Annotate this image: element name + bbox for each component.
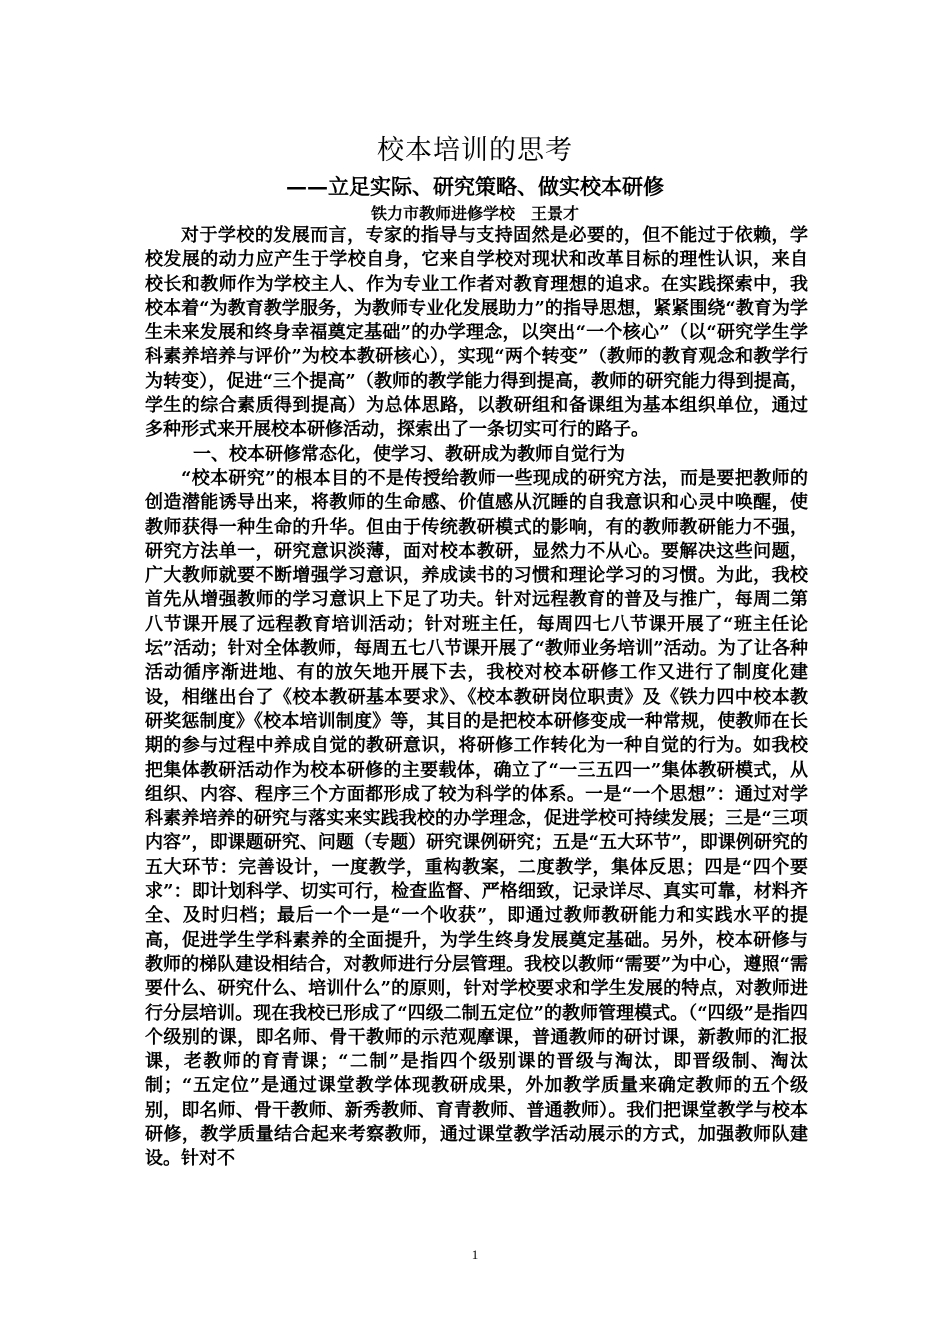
paragraph-section-1: “校本研究”的根本目的不是传授给教师一些现成的研究方法，而是要把教师的创造潜能诱导出来，将教师的生命感、价值感从沉睡的自我意识和心灵中唤醒，使教师获得一种生命的升华。但由于传统教研模式的影响，有的教师教研能力不强，研究方法单一，研究意识淡薄，面对校本教研，显然力不从心。要解决这些问题，广大教师就要不断增强学习意识，养成读书的习惯和理论学习的习惯。为此，我校首先从增强教师的学习意识上下足了功夫。针对远程教育的普及与推广，每周二第八节课开展了远程教育培训活动；针对班主任，每周四七八节课开展了“班主任论坛”活动；针对全体教师，每周五七八节课开展了“教师业务培训”活动。为了让各种活动循序渐进地、有的放矢地开展下去，我校对校本研修工作又进行了制度化建设，相继出台了《校本教研基本要求》、《校本教研岗位职责》及《铁力四中校本教研奖惩制度》《校本培训制度》等，其目的是把校本研修变成一种常规，使教师在长期的参与过程中养成自觉的教研意识，将研修工作转化为一种自觉的行为。如我校把集体教研活动作为校本研修的主要载体，确立了“一三五四一”集体教研模式，从组织、内容、程序三个方面都形成了较为科学的体系。一是“一个思想”：通过对学科素养培养的研究与落实来实践我校的办学理念，促进学校可持续发展；三是“三项内容”，即课题研究、问题（专题）研究课例研究；五是“五大环节”，即课例研究的五大环节：完善设计，一度教学，重构教案，二度教学，集体反思；四是“四个要求”：即计划科学、切实可行，检查监督、严格细致，记录详尽、真实可靠，材料齐全、及时归档；最后一个一是“一个收获”，即通过教师教研能力和实践水平的提高，促进学生学科素养的全面提升，为学生终身发展奠定基础。另外，校本研修与教师的梯队建设相结合，对教师进行分层管理。我校以教师“需要”为中心，遵照“需要什么、研究什么、培训什么”的原则，针对学校要求和学生发展的特点，对教师进行分层培训。现在我校已形成了“四级二制五定位”的教师管理模式。（“四级”是指四个级别的课，即名师、骨干教师的示范观摩课，普通教师的研讨课，新教师的汇报课，老教师的育青课；“二制”是指四个级别课的晋级与淘汰，即晋级制、淘汰制；“五定位”是通过课堂教学体现教研成果，外加教学质量来确定教师的五个级别，即名师、骨干教师、新秀教师、育青教师、普通教师）。我们把课堂教学与校本研修，教学质量结合起来考察教师，通过课堂教学活动展示的方式，加强教师队建设。针对不 [145,467,808,1170]
document-title: 校本培训的思考 [377,135,573,166]
document-subtitle: ——立足实际、研究策略、做实校本研修 [286,174,664,199]
page-number: 1 [471,1247,479,1262]
author-line: 铁力市教师进修学校 王景才 [370,204,579,223]
section-heading-1: 一、校本研修常态化，使学习、教研成为教师自觉行为 [193,443,625,465]
paragraph-intro: 对于学校的发展而言，专家的指导与支持固然是必要的，但不能过于依赖，学校发展的动力应产生于学校自身，它来自学校对现状和改革目标的理性认识，来自校长和教师作为学校主人、作为专业工作者对教育理想的追求。在实践探索中，我校本着“为教育教学服务，为教师专业化发展助力”的指导思想，紧紧围绕“教育为学生未来发展和终身幸福奠定基础”的办学理念，以突出“一个核心”（以“研究学生学科素养培养与评价”为校本教研核心），实现“两个转变”（教师的教育观念和教学行为转变），促进“三个提高”（教师的教学能力得到提高，教师的研究能力得到提高，学生的综合素质得到提高）为总体思路，以教研组和备课组为基本组织单位，通过多种形式来开展校本研修活动，探索出了一条切实可行的路子。 [145,225,808,441]
body-text [145,224,808,1172]
